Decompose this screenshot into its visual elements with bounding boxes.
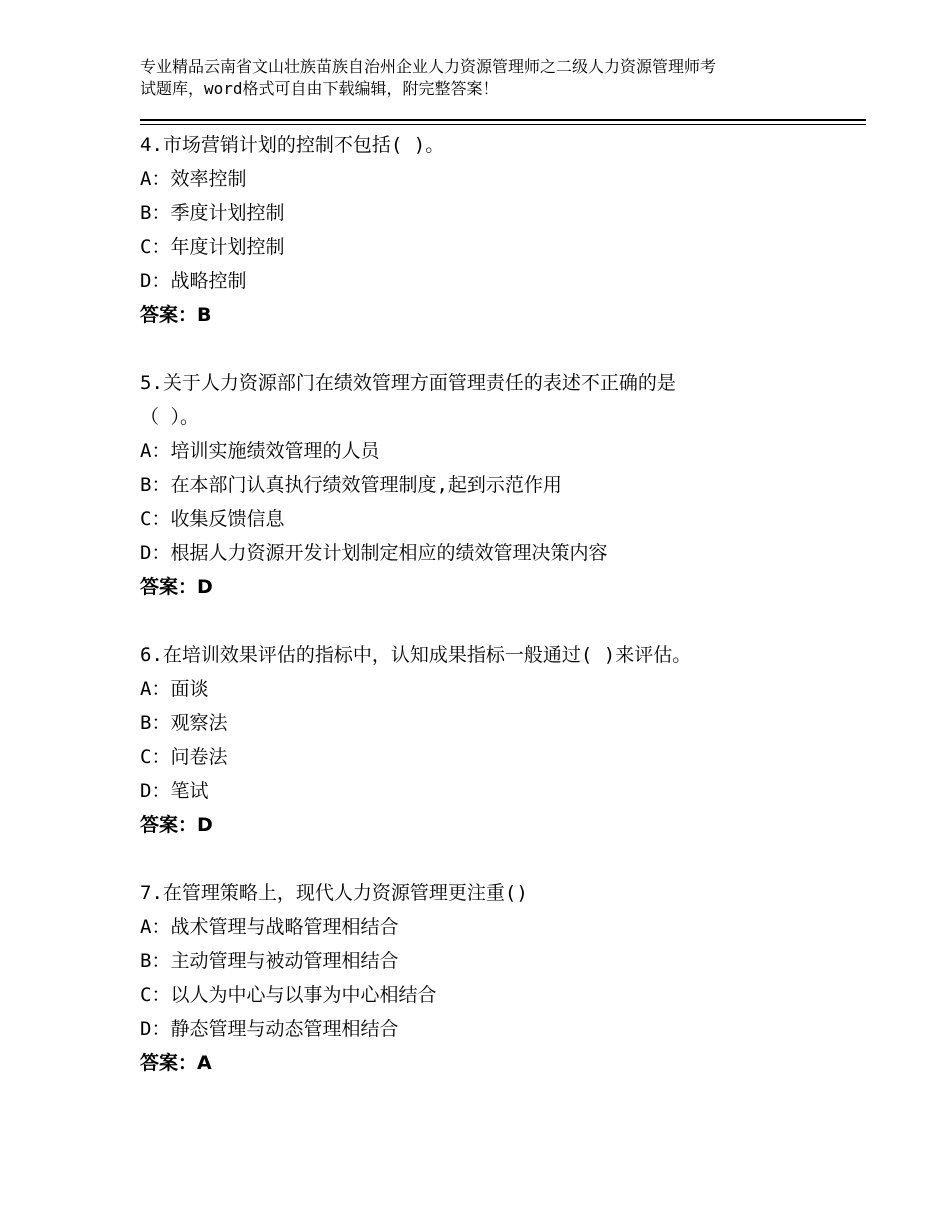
spacer xyxy=(140,842,860,876)
question-list xyxy=(140,128,860,1080)
option-b: B：观察法 xyxy=(140,712,228,734)
option-a: A：面谈 xyxy=(140,678,209,700)
option-d: D：根据人力资源开发计划制定相应的绩效管理决策内容 xyxy=(140,542,608,564)
header-line-1: 专业精品云南省文山壮族苗族自治州企业人力资源管理师之二级人力资源管理师考 xyxy=(140,57,717,76)
question-stem: 5.关于人力资源部门在绩效管理方面管理责任的表述不正确的是 xyxy=(140,372,676,394)
option-d: D：笔试 xyxy=(140,780,209,802)
option-a: A：效率控制 xyxy=(140,168,247,190)
spacer xyxy=(140,332,860,366)
option-b: B：季度计划控制 xyxy=(140,202,285,224)
answer-label: 答案：D xyxy=(140,814,213,836)
header-line-2: 试题库，word格式可自由下载编辑，附完整答案！ xyxy=(140,79,499,98)
header-rule-thin xyxy=(140,124,866,125)
question-5 xyxy=(140,366,860,604)
option-a: A：培训实施绩效管理的人员 xyxy=(140,440,380,462)
answer-label: 答案：A xyxy=(140,1052,212,1074)
option-c: C：年度计划控制 xyxy=(140,236,285,258)
header-rule-thick xyxy=(140,119,866,121)
option-c: C：收集反馈信息 xyxy=(140,508,285,530)
option-b: B：在本部门认真执行绩效管理制度,起到示范作用 xyxy=(140,474,562,496)
option-c: C：问卷法 xyxy=(140,746,228,768)
option-d: D：战略控制 xyxy=(140,270,247,292)
question-stem: 6.在培训效果评估的指标中，认知成果指标一般通过( )来评估。 xyxy=(140,644,692,666)
answer-label: 答案：D xyxy=(140,576,213,598)
option-b: B：主动管理与被动管理相结合 xyxy=(140,950,399,972)
spacer xyxy=(140,604,860,638)
question-7 xyxy=(140,876,860,1080)
question-4 xyxy=(140,128,860,332)
option-d: D：静态管理与动态管理相结合 xyxy=(140,1018,399,1040)
option-a: A：战术管理与战略管理相结合 xyxy=(140,916,399,938)
question-6 xyxy=(140,638,860,842)
answer-label: 答案：B xyxy=(140,304,212,326)
option-c: C：以人为中心与以事为中心相结合 xyxy=(140,984,437,1006)
document-header xyxy=(140,56,830,100)
question-stem: 7.在管理策略上，现代人力资源管理更注重() xyxy=(140,882,528,904)
question-stem-continued: （ ）。 xyxy=(140,406,199,428)
question-stem: 4.市场营销计划的控制不包括( )。 xyxy=(140,134,445,156)
